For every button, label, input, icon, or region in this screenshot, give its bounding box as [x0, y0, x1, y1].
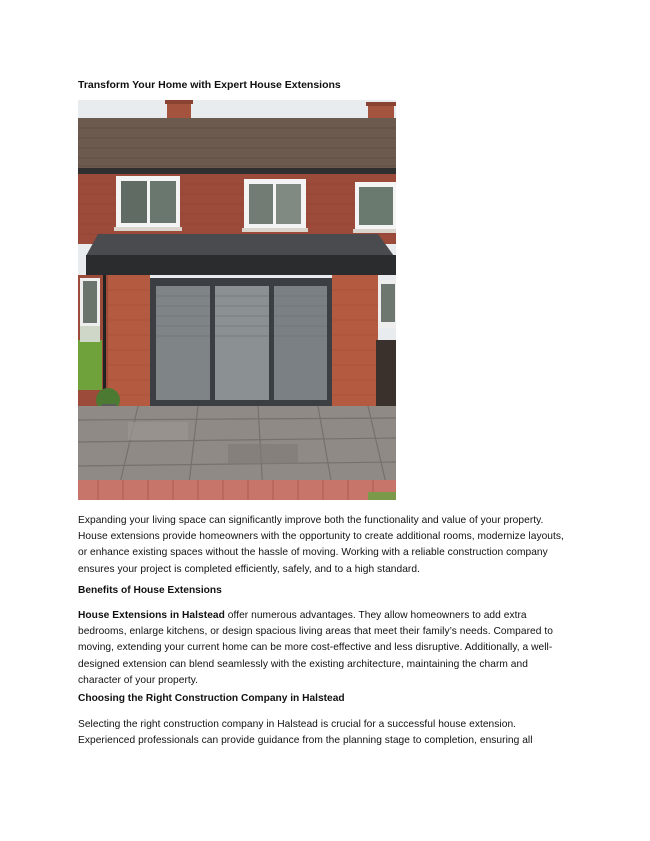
intro-paragraph: Expanding your living space can significantly improve both the functionality and value of your property. House extensions provide homeowners with the opportunity to create additional rooms, modernize layouts, or enhance existing spaces without the hassle of moving. Working with a reliable construction company ensures your project is completed efficiently, safely, and to a high standard.: [78, 515, 564, 575]
benefits-text: offer numerous advantages. They allow homeowners to add extra bedrooms, enlarge kitchens, or design spacious living areas that meet their family’s needs. Compared to moving, extending your current home can be more cost-effective and less disruptive. Additionally, a well-designed extension can blend seamlessly with the existing architecture, maintaining the charm and character of your property.: [78, 610, 553, 686]
benefits-lead: House Extensions in Halstead: [78, 610, 225, 621]
choosing-paragraph: Selecting the right construction company in Halstead is crucial for a successful house extension. Experienced professionals can provide guidance from the planning stage to completion, ensuring all: [78, 719, 533, 747]
page-title: Transform Your Home with Expert House Extensions: [78, 79, 341, 91]
choosing-heading: Choosing the Right Construction Company in Halstead: [78, 693, 345, 704]
benefits-paragraph: [78, 608, 573, 689]
house-extension-photo: [78, 100, 396, 500]
benefits-heading: Benefits of House Extensions: [78, 585, 222, 596]
